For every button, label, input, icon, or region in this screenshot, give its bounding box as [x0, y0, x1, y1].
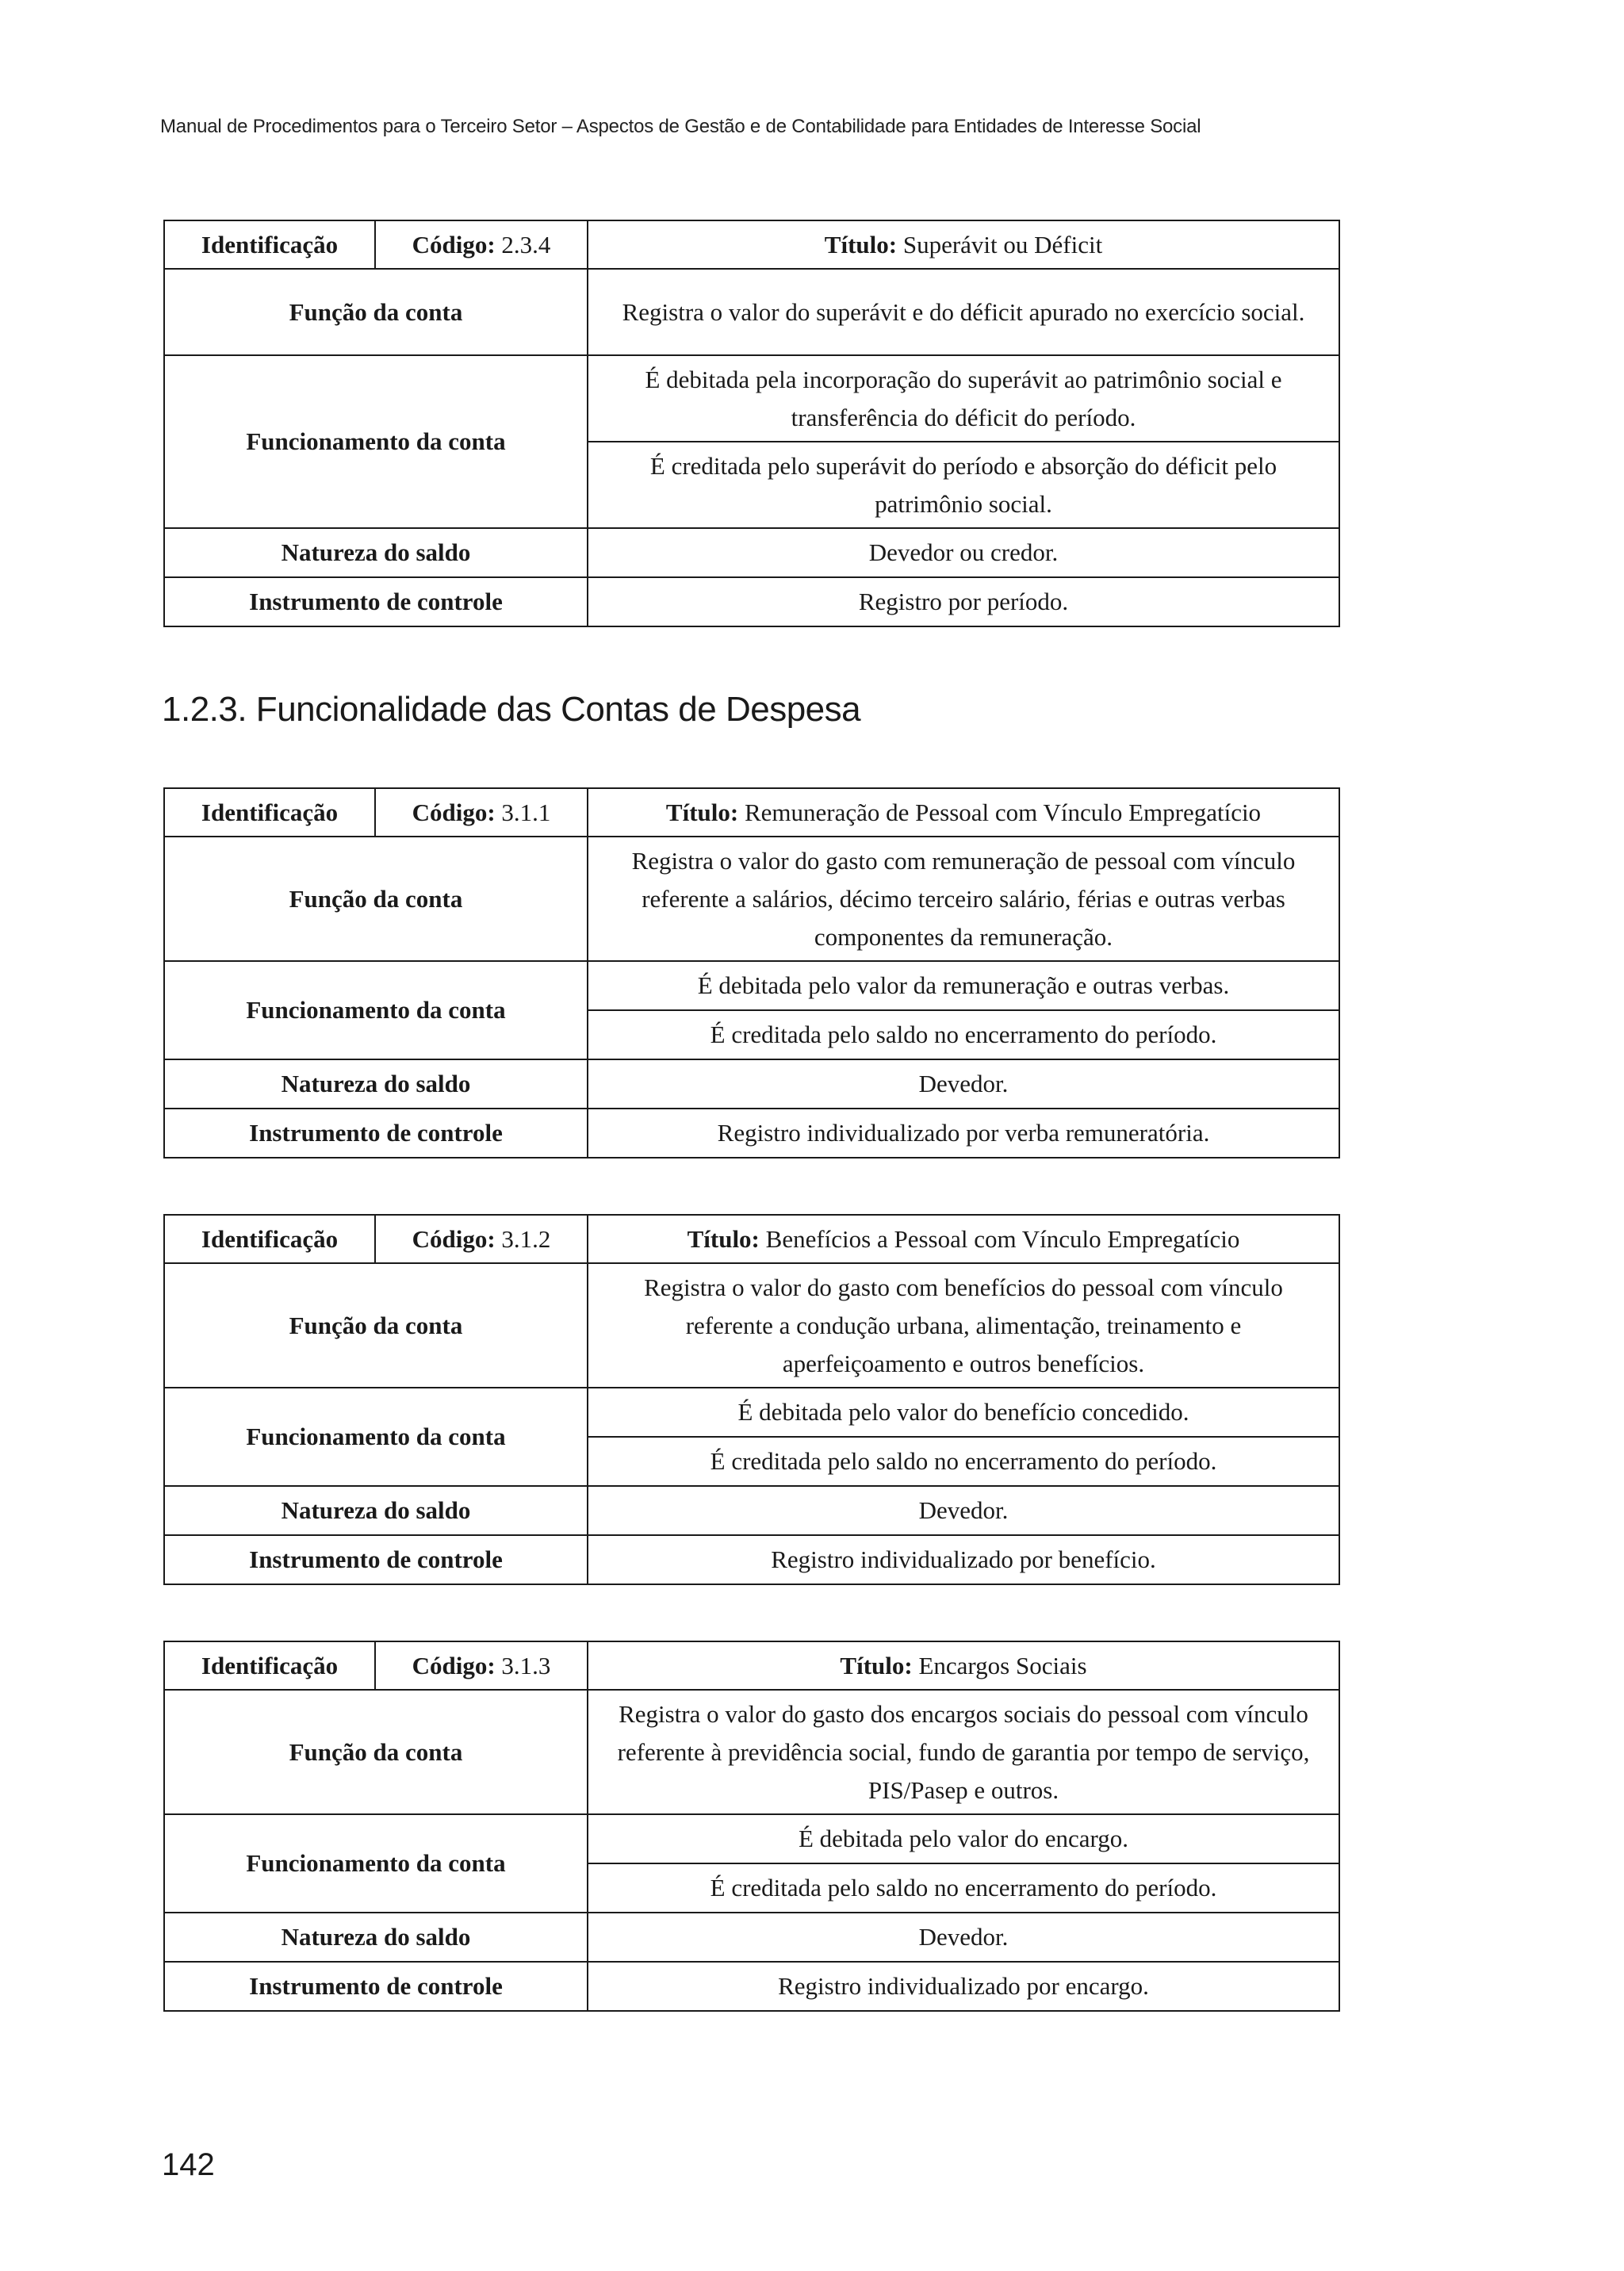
- debit-rule: É debitada pelo valor do encargo.: [588, 1814, 1339, 1863]
- function-value: Registra o valor do superávit e do déficit apurado no exercício social.: [588, 269, 1339, 355]
- section-heading: 1.2.3. Funcionalidade das Contas de Despesa: [162, 690, 861, 729]
- code-cell: [375, 1215, 588, 1263]
- page-number: 142: [162, 2147, 215, 2182]
- code-value: 3.1.3: [501, 1651, 551, 1679]
- control-instrument-value: Registro individualizado por verba remuneratória.: [588, 1109, 1339, 1158]
- balance-nature-value: Devedor.: [588, 1913, 1339, 1962]
- operation-label: Funcionamento da conta: [164, 1814, 588, 1913]
- function-label: Função da conta: [164, 269, 588, 355]
- code-cell: [375, 788, 588, 837]
- code-value: 3.1.1: [501, 798, 551, 826]
- function-label: Função da conta: [164, 1690, 588, 1814]
- function-label: Função da conta: [164, 837, 588, 961]
- code-label: Código:: [412, 798, 496, 826]
- code-value: 2.3.4: [501, 230, 551, 259]
- running-header-main: Manual de Procedimentos para o Terceiro Setor: [160, 116, 557, 137]
- identification-label: Identificação: [164, 1215, 375, 1263]
- account-table-2-3-4: [163, 220, 1340, 627]
- credit-rule: É creditada pelo saldo no encerramento do período.: [588, 1863, 1339, 1913]
- code-label: Código:: [412, 1651, 496, 1679]
- identification-label: Identificação: [164, 1641, 375, 1690]
- function-value: Registra o valor do gasto dos encargos sociais do pessoal com vínculo referente à previdência social, fundo de garantia por tempo de serviço, PIS/Pasep e outros.: [588, 1690, 1339, 1814]
- running-header-subtitle: – Aspectos de Gestão e de Contabilidade para Entidades de Interesse Social: [557, 116, 1201, 137]
- balance-nature-label: Natureza do saldo: [164, 1059, 588, 1109]
- credit-rule: É creditada pelo saldo no encerramento do período.: [588, 1010, 1339, 1059]
- balance-nature-label: Natureza do saldo: [164, 1913, 588, 1962]
- debit-rule: É debitada pela incorporação do superávit ao patrimônio social e transferência do déficit do período.: [588, 355, 1339, 442]
- control-instrument-label: Instrumento de controle: [164, 1962, 588, 2011]
- identification-label: Identificação: [164, 220, 375, 269]
- running-header: [160, 116, 1201, 138]
- balance-nature-value: Devedor ou credor.: [588, 528, 1339, 577]
- title-cell: [588, 1215, 1339, 1263]
- debit-rule: É debitada pelo valor da remuneração e outras verbas.: [588, 961, 1339, 1010]
- title-value: Benefícios a Pessoal com Vínculo Empregatício: [765, 1224, 1240, 1253]
- credit-rule: É creditada pelo superávit do período e absorção do déficit pelo patrimônio social.: [588, 442, 1339, 528]
- account-table-3-1-2: [163, 1214, 1340, 1585]
- code-label: Código:: [412, 230, 496, 259]
- title-value: Superávit ou Déficit: [902, 230, 1103, 259]
- control-instrument-label: Instrumento de controle: [164, 1109, 588, 1158]
- control-instrument-label: Instrumento de controle: [164, 577, 588, 626]
- balance-nature-value: Devedor.: [588, 1486, 1339, 1535]
- operation-label: Funcionamento da conta: [164, 961, 588, 1059]
- code-value: 3.1.2: [501, 1224, 551, 1253]
- title-value: Encargos Sociais: [918, 1651, 1087, 1679]
- control-instrument-value: Registro por período.: [588, 577, 1339, 626]
- code-cell: [375, 220, 588, 269]
- title-label: Título:: [840, 1651, 913, 1679]
- code-cell: [375, 1641, 588, 1690]
- title-label: Título:: [665, 798, 739, 826]
- control-instrument-label: Instrumento de controle: [164, 1535, 588, 1584]
- title-cell: [588, 788, 1339, 837]
- title-value: Remuneração de Pessoal com Vínculo Empregatício: [744, 798, 1262, 826]
- account-table-3-1-3: [163, 1641, 1340, 2012]
- function-value: Registra o valor do gasto com remuneração de pessoal com vínculo referente a salários, décimo terceiro salário, férias e outras verbas componentes da remuneração.: [588, 837, 1339, 961]
- title-cell: [588, 1641, 1339, 1690]
- operation-label: Funcionamento da conta: [164, 1388, 588, 1486]
- account-table-3-1-1: [163, 787, 1340, 1158]
- function-value: Registra o valor do gasto com benefícios do pessoal com vínculo referente a condução urbana, alimentação, treinamento e aperfeiçoamento e outros benefícios.: [588, 1263, 1339, 1388]
- control-instrument-value: Registro individualizado por benefício.: [588, 1535, 1339, 1584]
- debit-rule: É debitada pelo valor do benefício concedido.: [588, 1388, 1339, 1437]
- control-instrument-value: Registro individualizado por encargo.: [588, 1962, 1339, 2011]
- balance-nature-value: Devedor.: [588, 1059, 1339, 1109]
- title-label: Título:: [824, 230, 898, 259]
- title-label: Título:: [687, 1224, 760, 1253]
- title-cell: [588, 220, 1339, 269]
- operation-label: Funcionamento da conta: [164, 355, 588, 528]
- identification-label: Identificação: [164, 788, 375, 837]
- balance-nature-label: Natureza do saldo: [164, 1486, 588, 1535]
- balance-nature-label: Natureza do saldo: [164, 528, 588, 577]
- credit-rule: É creditada pelo saldo no encerramento do período.: [588, 1437, 1339, 1486]
- code-label: Código:: [412, 1224, 496, 1253]
- function-label: Função da conta: [164, 1263, 588, 1388]
